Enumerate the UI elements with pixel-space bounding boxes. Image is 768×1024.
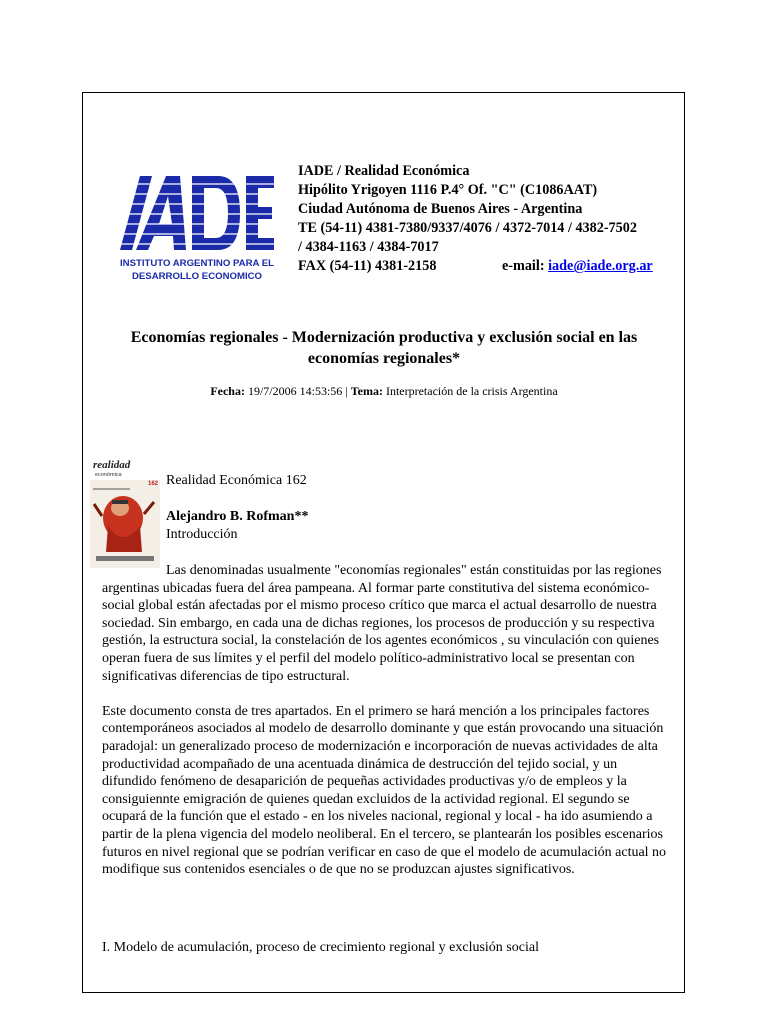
org-name: IADE / Realidad Económica (298, 163, 470, 179)
email-group (502, 257, 653, 276)
cover-brand: realidad (93, 459, 131, 471)
fax: FAX (54-11) 4381-2158 (298, 258, 437, 274)
article-title: Economías regionales - Modernización productiva y exclusión social en las economías regionales* (130, 329, 638, 367)
email-label: e-mail: (502, 258, 545, 274)
magazine-cover (90, 456, 160, 568)
article-body (102, 562, 667, 896)
paragraph-2: Este documento consta de tres apartados. En el primero se hará mención a los principales factores contemporáneos asociados al modelo de desarrollo dominante y que están provocando una situación paradojal: un generalizado proceso de modernización e incorporación de nuevas actividades de alta productividad acompañado de una acentuada dinámica de destrucción del tejido social, y un difundido fenómeno de desaparición de pequeñas actividades productivas y/o de empleos y la consiguiennte emigración de quienes quedan excluidos de la actividad regional. El segundo se ocupará de la función que el estado - en los niveles nacional, regional y local - ha ido asumiendo a partir de la plena vigencia del modelo neoliberal. En el tercero, se plantearán los posibles escenarios futuros en nivel regional que se podrían verificar en caso de que el modelo de acumulación actual no modifique sus contenidos esenciales o de que no se produzcan ajustes significativos. (102, 703, 667, 878)
contact-block (298, 162, 668, 276)
meta-separator: | (345, 384, 348, 398)
publication-line: Realidad Económica 162 (166, 473, 307, 488)
magazine-cover-image (90, 456, 160, 568)
logo-subtitle-1: INSTITUTO ARGENTINO PARA EL (119, 258, 275, 269)
article-meta (100, 384, 668, 399)
fecha-value: 19/7/2006 14:53:56 (247, 384, 343, 398)
cover-number: 162 (148, 481, 159, 487)
phone-line-2: / 4384-1163 / 4384-7017 (298, 239, 439, 255)
address: Hipólito Yrigoyen 1116 P.4° Of. "C" (C1086AAT) (298, 182, 598, 198)
city: Ciudad Autónoma de Buenos Aires - Argentina (298, 201, 583, 217)
iade-logo-graphic (118, 170, 276, 285)
intro-heading: Introducción (166, 527, 238, 542)
iade-logo (118, 170, 276, 285)
cover-brand-sub: económica (95, 472, 122, 478)
logo-subtitle-2: DESARROLLO ECONOMICO (131, 271, 263, 282)
section-heading: I. Modelo de acumulación, proceso de crecimiento regional y exclusión social (102, 940, 539, 955)
tema-label: Tema: (350, 384, 383, 398)
phone-line-1: TE (54-11) 4381-7380/9337/4076 / 4372-7014 / 4382-7502 (298, 220, 637, 236)
tema-value: Interpretación de la crisis Argentina (385, 384, 558, 398)
fax-row (298, 257, 668, 276)
author-name: Alejandro B. Rofman** (166, 509, 309, 524)
email-link[interactable]: iade@iade.org.ar (548, 258, 653, 274)
paragraph-1: Las denominadas usualmente "economías regionales" están constituidas por las regiones argentinas ubicadas fuera del área pampeana. Al formar parte constitutiva del sistema económico-social global están afectadas por el mismo proceso crítico que marca el actual desarrollo de nuestra sociedad. Sin embargo, en cada una de dichas regiones, los procesos de producción y su respectiva gestión, la estructura social, la constelación de los agentes económicos , su vinculación con quienes operan fuera de sus límites y el perfil del modelo político-administrativo local se presentan con significativas diferencias de tipo estructural. (102, 563, 662, 684)
fecha-label: Fecha: (210, 384, 245, 398)
